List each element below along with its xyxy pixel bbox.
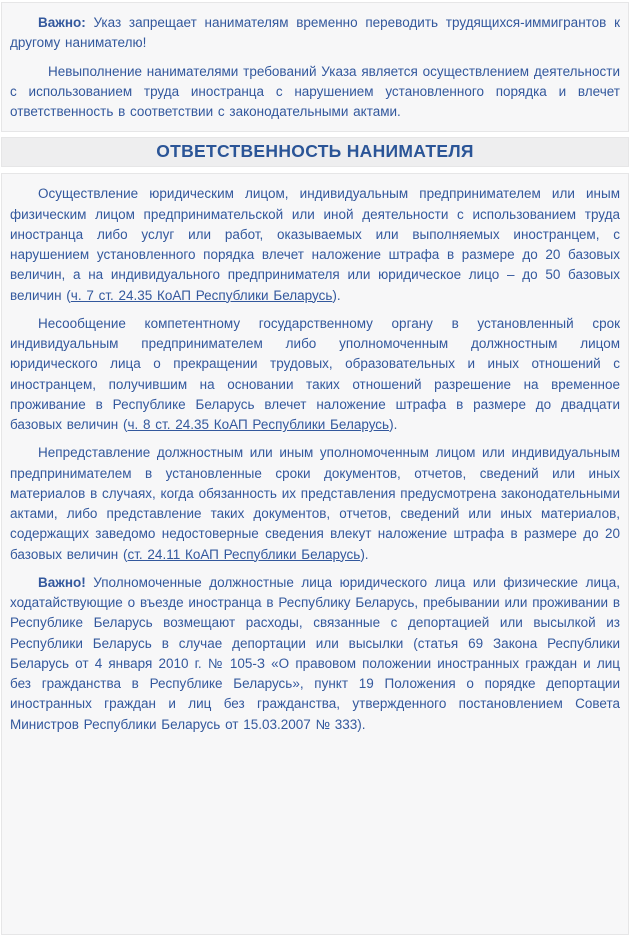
- notice-paragraph: [10, 13, 620, 54]
- body-paragraph: [10, 573, 620, 735]
- legal-reference-link[interactable]: ст. 24.11 КоАП Республики Беларусь: [127, 546, 361, 562]
- legal-reference-link[interactable]: ч. 7 ст. 24.35 КоАП Республики Беларусь: [70, 287, 333, 303]
- body-paragraph: [10, 443, 620, 565]
- body-text: Указ запрещает нанимателям временно переводить трудящихся-иммигрантов к другому нанимателю!: [10, 15, 620, 51]
- emphasis-text: Важно!: [38, 574, 86, 590]
- body-text: ).: [360, 546, 369, 562]
- emphasis-text: Важно:: [38, 15, 86, 30]
- body-paragraph: [10, 314, 620, 436]
- body-text: ).: [332, 287, 341, 303]
- body-text: Осуществление юридическим лицом, индивидуальным предпринимателем или иным физическим лицом предпринимательской или иной деятельности с использованием труда иностранца либо услуг или работ, оказываемых или выполняемых иностранцем, с нарушением установленного порядка влечет наложение штрафа в размере до 20 базовых величин, а на индивидуального предпринимателя или юридическое лицо – до 50 базовых величин (: [10, 186, 620, 303]
- notice-paragraph: [10, 62, 620, 123]
- important-notice-section: [1, 2, 629, 132]
- body-text: Уполномоченные должностные лица юридического лица или физические лица, ходатайствующие о въезде иностранца в Республику Беларусь, пребывании или проживании в Республике Беларусь возмещают расходы, связанные с депортацией или высылкой из Республики Беларусь в случае депортации или высылки (статья 69 Закона Республики Беларусь от 4 января 2010 г. № 105-З «О правовом положении иностранных граждан и лиц без гражданства в Республике Беларусь», пункт 19 Положения о порядке депортации иностранных граждан и лиц без гражданства, утвержденного постановлением Совета Министров Республики Беларусь от 15.03.2007 № 333).: [10, 574, 620, 732]
- body-text: Несообщение компетентному государственному органу в установленный срок индивидуальным предпринимателем либо уполномоченным должностным лицом юридического лица о прекращении трудовых, образовательных и иных отношений с иностранцем, получившим на основании таких отношений разрешение на временное проживание в Республике Беларусь влечет наложение штрафа в размере до двадцати базовых величин (: [10, 315, 620, 432]
- body-text: Невыполнение нанимателями требований Указа является осуществлением деятельности с использованием труда иностранца с нарушением установленного порядка и влечет ответственность в соответствии с законодательными актами.: [10, 63, 620, 119]
- section-title: ОТВЕТСТВЕННОСТЬ НАНИМАТЕЛЯ: [156, 141, 474, 162]
- body-text: ).: [389, 417, 398, 432]
- section-heading-band: [1, 137, 629, 167]
- employer-responsibility-section: [1, 173, 629, 935]
- body-paragraph: [10, 184, 620, 306]
- body-text: Непредставление должностным или иным уполномоченным лицом или индивидуальным предпринимателем в установленные сроки документов, отчетов, сведений или иных материалов в случаях, когда обязанность их представления предусмотрена законодательными актами, либо представление таких документов, отчетов, сведений или иных материалов, содержащих заведомо недостоверные сведения влекут наложение штрафа в размере до 20 базовых величин (: [10, 445, 620, 562]
- legal-reference-link[interactable]: ч. 8 ст. 24.35 КоАП Республики Беларусь: [127, 417, 390, 432]
